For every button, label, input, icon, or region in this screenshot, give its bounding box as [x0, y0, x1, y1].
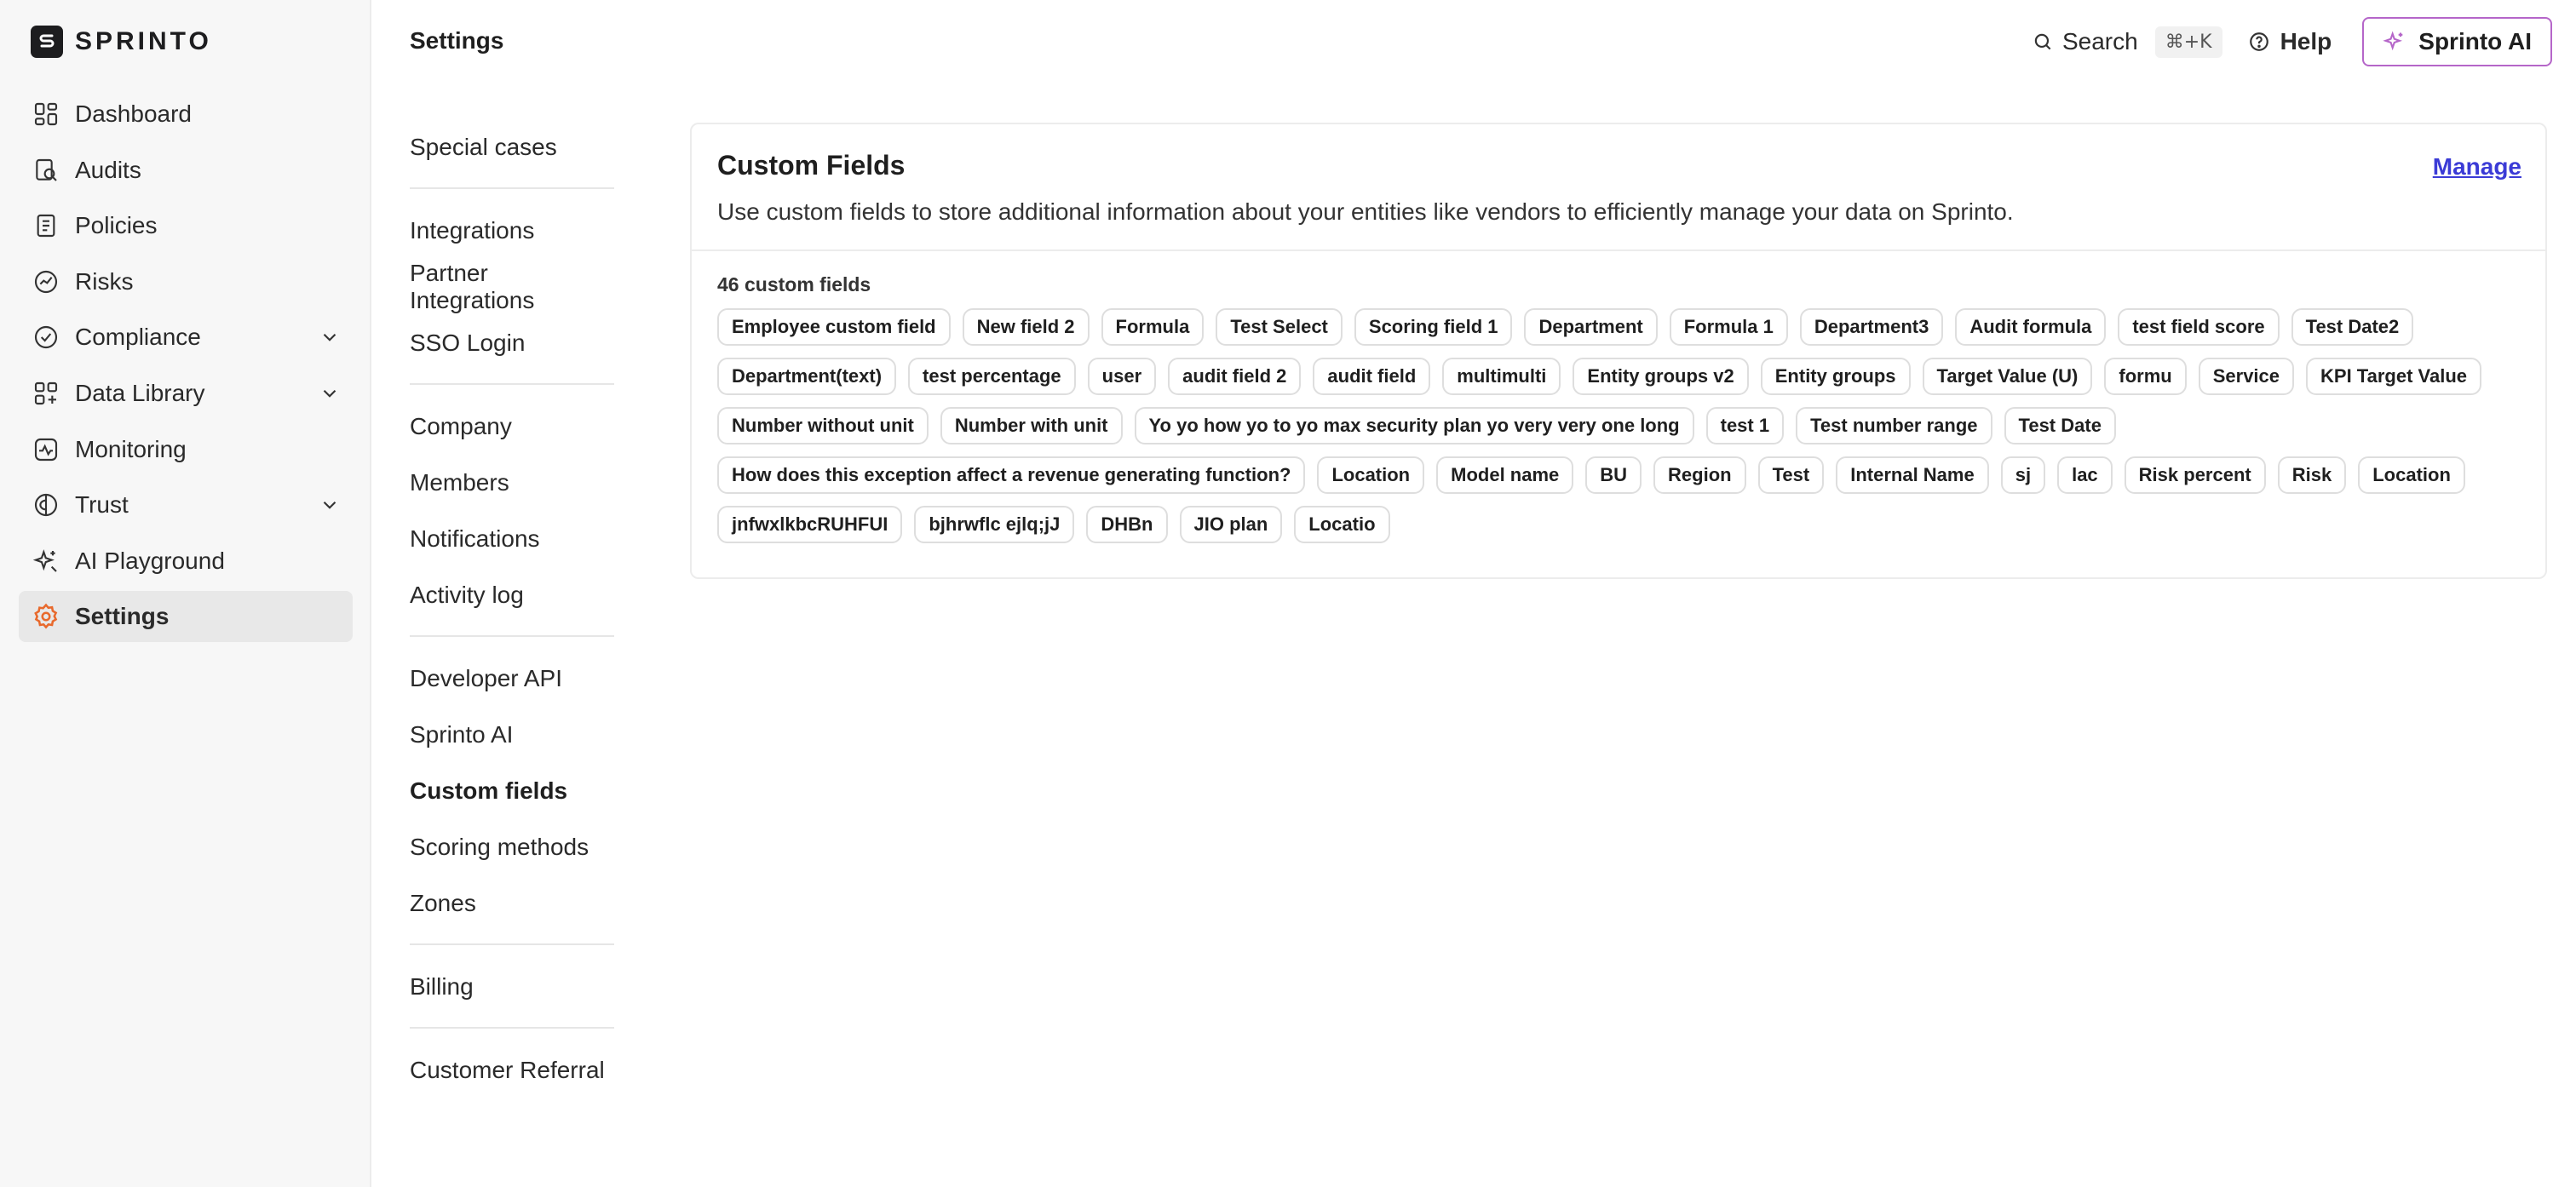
- custom-field-chip[interactable]: JIO plan: [1180, 506, 1283, 543]
- divider: [410, 635, 614, 637]
- custom-field-chip[interactable]: jnfwxlkbcRUHFUI: [717, 506, 902, 543]
- custom-field-chip[interactable]: audit field: [1313, 358, 1430, 395]
- custom-field-chip-list: [717, 308, 2523, 543]
- custom-field-chip[interactable]: Entity groups: [1761, 358, 1911, 395]
- custom-field-chip[interactable]: sj: [2001, 456, 2045, 494]
- sidebar-item-label: Audits: [75, 156, 141, 183]
- sidebar-item-label: Risks: [75, 267, 134, 295]
- custom-field-chip[interactable]: Number with unit: [940, 407, 1123, 444]
- subnav-item-scoring-methods[interactable]: Scoring methods: [410, 834, 589, 860]
- sidebar-item-label: Data Library: [75, 379, 205, 406]
- custom-field-chip[interactable]: Yo yo how yo to yo max security plan yo very very one long: [1135, 407, 1694, 444]
- subnav-item-integrations[interactable]: Integrations: [410, 217, 535, 244]
- monitoring-icon: [31, 434, 61, 465]
- sprinto-ai-button[interactable]: [2362, 17, 2552, 66]
- audits-icon: [31, 155, 61, 186]
- custom-field-chip[interactable]: test 1: [1706, 407, 1784, 444]
- sidebar-item-label: Compliance: [75, 324, 201, 351]
- sidebar-nav: [19, 89, 353, 647]
- subnav-item-customer-referral[interactable]: Customer Referral: [410, 1057, 605, 1083]
- custom-field-chip[interactable]: test field score: [2118, 308, 2279, 346]
- divider: [410, 187, 614, 189]
- custom-field-chip[interactable]: Department(text): [717, 358, 896, 395]
- card-body: [692, 251, 2545, 565]
- help-label: Help: [2280, 28, 2332, 54]
- search-label: Search: [2061, 28, 2138, 54]
- subnav-item-billing[interactable]: Billing: [410, 973, 474, 1000]
- custom-field-chip[interactable]: Risk: [2278, 456, 2346, 494]
- custom-field-chip[interactable]: multimulti: [1442, 358, 1561, 395]
- sidebar-item-trust[interactable]: [19, 479, 353, 530]
- sidebar-item-label: Settings: [75, 603, 170, 630]
- custom-field-chip[interactable]: BU: [1585, 456, 1642, 494]
- custom-fields-count: 46 custom fields: [717, 273, 871, 295]
- custom-field-chip[interactable]: Service: [2199, 358, 2294, 395]
- sidebar-item-ai-playground[interactable]: [19, 536, 353, 587]
- custom-field-chip[interactable]: Test Select: [1216, 308, 1343, 346]
- chevron-down-icon[interactable]: [319, 326, 341, 348]
- compliance-icon: [31, 322, 61, 353]
- sidebar-item-data-library[interactable]: [19, 368, 353, 419]
- sidebar-item-audits[interactable]: [19, 145, 353, 196]
- custom-field-chip[interactable]: Formula 1: [1670, 308, 1788, 346]
- help-icon: [2248, 31, 2270, 53]
- custom-field-chip[interactable]: Number without unit: [717, 407, 929, 444]
- settings-icon: [31, 601, 61, 632]
- chevron-down-icon[interactable]: [319, 382, 341, 404]
- divider: [410, 943, 614, 945]
- sidebar-item-settings[interactable]: [19, 591, 353, 642]
- brand-name: SPRINTO: [75, 27, 212, 55]
- sidebar-item-risks[interactable]: [19, 256, 353, 307]
- card-description: Use custom fields to store additional information about your entities like vendors to efficiently manage your data on Sprinto.: [717, 198, 2014, 225]
- sparkle-icon: [2383, 30, 2406, 54]
- custom-field-chip[interactable]: Location: [1317, 456, 1424, 494]
- ai-playground-icon: [31, 546, 61, 576]
- page-title: Settings: [410, 27, 504, 54]
- custom-field-chip[interactable]: Location: [2358, 456, 2465, 494]
- custom-field-chip[interactable]: Risk percent: [2125, 456, 2266, 494]
- custom-field-chip[interactable]: Model name: [1436, 456, 1573, 494]
- custom-field-chip[interactable]: Internal Name: [1836, 456, 1989, 494]
- divider: [410, 1027, 614, 1029]
- sidebar-item-monitoring[interactable]: [19, 424, 353, 475]
- custom-field-chip[interactable]: Test Date2: [2291, 308, 2414, 346]
- sidebar-item-compliance[interactable]: [19, 312, 353, 363]
- search-icon: [2032, 31, 2054, 53]
- dashboard-icon: [31, 99, 61, 129]
- sidebar-item-label: Policies: [75, 212, 158, 239]
- sidebar-item-label: AI Playground: [75, 547, 225, 574]
- custom-field-chip[interactable]: Entity groups v2: [1573, 358, 1748, 395]
- subnav-item-sso-login[interactable]: SSO Login: [410, 330, 526, 356]
- custom-field-chip[interactable]: bjhrwflc ejlq;jJ: [914, 506, 1074, 543]
- card-title: Custom Fields: [717, 150, 906, 181]
- settings-subnav: [410, 119, 614, 1098]
- subnav-item-developer-api[interactable]: Developer API: [410, 665, 562, 691]
- custom-field-chip[interactable]: Scoring field 1: [1354, 308, 1513, 346]
- custom-field-chip[interactable]: audit field 2: [1168, 358, 1301, 395]
- custom-field-chip[interactable]: lac: [2057, 456, 2113, 494]
- sidebar: [0, 0, 371, 1187]
- subnav-item-sprinto-ai[interactable]: Sprinto AI: [410, 721, 514, 748]
- sidebar-item-label: Monitoring: [75, 435, 187, 462]
- search-shortcut: ⌘+K: [2155, 26, 2222, 58]
- sidebar-item-label: Dashboard: [75, 100, 192, 127]
- custom-field-chip[interactable]: New field 2: [963, 308, 1090, 346]
- custom-field-chip[interactable]: user: [1088, 358, 1156, 395]
- custom-field-chip[interactable]: Test Date: [2004, 407, 2116, 444]
- risks-icon: [31, 267, 61, 297]
- trust-icon: [31, 490, 61, 520]
- subnav-item-special-cases[interactable]: Special cases: [410, 134, 557, 160]
- custom-field-chip[interactable]: Department3: [1800, 308, 1943, 346]
- custom-field-chip[interactable]: DHBn: [1086, 506, 1167, 543]
- subnav-item-custom-fields[interactable]: Custom fields: [410, 777, 568, 804]
- data-library-icon: [31, 378, 61, 409]
- custom-field-chip[interactable]: Test: [1758, 456, 1825, 494]
- sprinto-ai-label: Sprinto AI: [2418, 28, 2532, 54]
- subnav-item-activity-log[interactable]: Activity log: [410, 582, 524, 608]
- search-button[interactable]: [2032, 26, 2222, 58]
- sidebar-item-label: Trust: [75, 491, 129, 519]
- custom-fields-card: [690, 123, 2547, 579]
- subnav-item-company[interactable]: Company: [410, 413, 512, 439]
- sprinto-logo[interactable]: [31, 26, 212, 58]
- topbar-actions: [2032, 17, 2552, 66]
- custom-field-chip[interactable]: KPI Target Value: [2306, 358, 2481, 395]
- help-button[interactable]: [2248, 28, 2332, 55]
- divider: [410, 383, 614, 385]
- custom-field-chip[interactable]: Formula: [1101, 308, 1205, 346]
- custom-field-chip[interactable]: Target Value (U): [1923, 358, 2093, 395]
- subnav-item-members[interactable]: Members: [410, 469, 509, 496]
- sprinto-logo-icon: [31, 26, 63, 58]
- sidebar-item-dashboard[interactable]: [19, 89, 353, 140]
- subnav-item-notifications[interactable]: Notifications: [410, 525, 540, 552]
- custom-field-chip[interactable]: Test number range: [1796, 407, 1992, 444]
- custom-field-chip[interactable]: test percentage: [908, 358, 1076, 395]
- custom-field-chip[interactable]: Department: [1524, 308, 1657, 346]
- card-header: [692, 124, 2545, 251]
- manage-link[interactable]: Manage: [2432, 153, 2521, 180]
- custom-field-chip[interactable]: Locatio: [1294, 506, 1389, 543]
- chevron-down-icon[interactable]: [319, 494, 341, 516]
- custom-field-chip[interactable]: Employee custom field: [717, 308, 951, 346]
- custom-field-chip[interactable]: Region: [1653, 456, 1746, 494]
- subnav-item-zones[interactable]: Zones: [410, 890, 476, 916]
- policies-icon: [31, 210, 61, 241]
- sidebar-item-policies[interactable]: [19, 200, 353, 251]
- subnav-item-partner-integrations[interactable]: Partner Integrations: [410, 260, 535, 313]
- custom-field-chip[interactable]: Audit formula: [1955, 308, 2106, 346]
- custom-field-chip[interactable]: How does this exception affect a revenue generating function?: [717, 456, 1305, 494]
- custom-field-chip[interactable]: formu: [2104, 358, 2186, 395]
